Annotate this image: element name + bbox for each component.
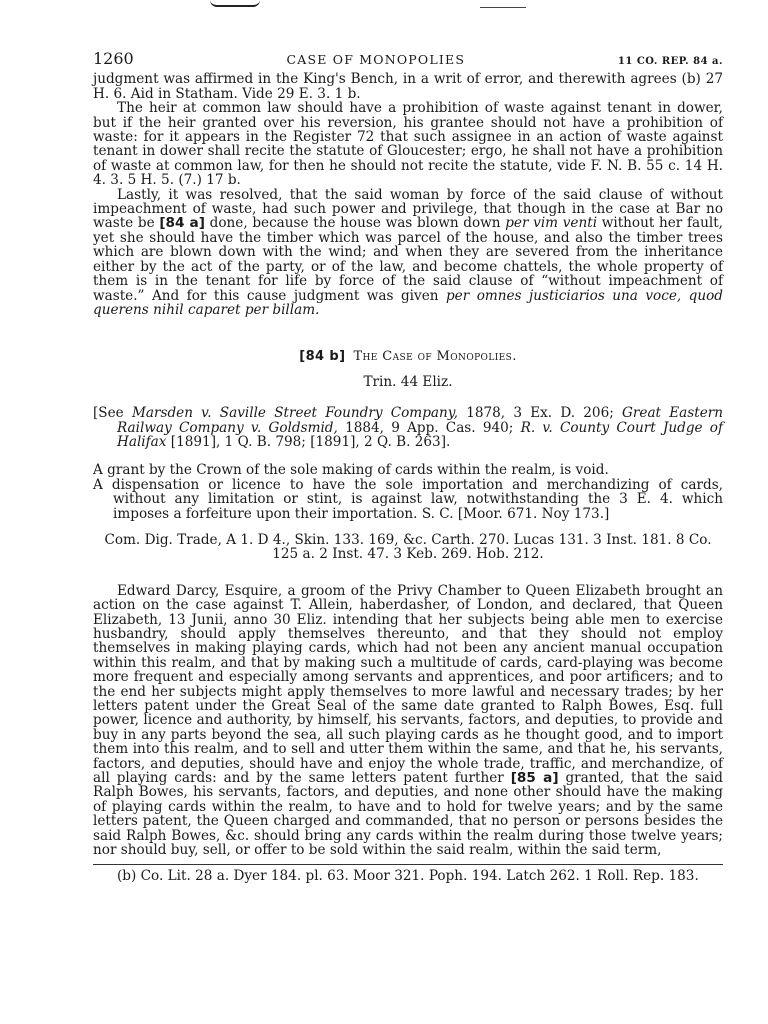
headnotes	[93, 463, 723, 521]
see-note	[93, 406, 723, 449]
page-marker-84b: [84 b]	[299, 349, 346, 365]
lastly-text-c: without her fault, yet she should have the timber which was parcel of the house, and also the timber trees which are blown down with the wind; and when they are severed from the inheritance either by the act of the party, or of the law, and become chattels, the whole property of them is in the tenant for life by force of the said clause of “without impeachment of waste.” And for this cause judgment was given	[93, 215, 724, 304]
page-marker-85a: [85 a]	[510, 770, 559, 787]
report-page	[93, 49, 724, 884]
body-paragraph	[93, 584, 723, 858]
term-line: Trin. 44 Eliz.	[363, 373, 453, 390]
page-marker-84a: [84 a]	[159, 215, 205, 232]
page-number: 1260	[93, 49, 134, 68]
report-reference: 11 CO. REP. 84 a.	[617, 56, 723, 67]
cited-case-3: R. v. County Court Judge of Halifax	[117, 419, 723, 450]
body-text-b: granted, that the said Ralph Bowes, his servants, factors, and deputies, and none other should have the making of playing cards within the realm, to have and to hold for twelve years; and by the same letters patent, the Queen charged and commanded, that no person or persons besides the said Ralph Bowes, &c. should bring any cards within the realm during those twelve years; nor should buy, sell, or offer to be sold within the said realm, within the said term,	[93, 770, 723, 859]
see-open: [See	[93, 405, 124, 422]
headnote-2: A dispensation or licence to have the sole importation and merchandizing of cards, without any limitation or stint, is against law, notwithstanding the 3 E. 4. which imposes a forfeiture upon their importation. S. C. [Moor. 671. Noy 173.]	[93, 476, 723, 522]
heir-paragraph: The heir at common law should have a prohibition of waste against tenant in dower, but if the heir granted over his reversion, his grantee should not have a prohibition of waste: for it appears in the Register 72 that such assignee in an action of waste against tenant in dower shall recite the statute of Gloucester; ergo, he shall not have a prohibition of waste at common law, for then he should not recite the statute, vide F. N. B. 55 c. 14 H. 4. 3. 5 H. 5. (7.) 17 b.	[93, 100, 723, 189]
citation-2: 1884, 9 App. Cas. 940;	[345, 419, 514, 436]
case-heading	[93, 350, 723, 364]
citation-1: 1878, 3 Ex. D. 206;	[466, 405, 614, 422]
cited-case-1: Marsden v. Saville Street Foundry Company,	[131, 405, 458, 422]
running-title: CASE OF MONOPOLIES	[286, 52, 466, 67]
case-title: The Case of Monopolies.	[353, 349, 517, 365]
latin-judgment: per omnes justiciarios una voce, quod querens nihil caparet per billam.	[93, 287, 724, 318]
headnote-1: A grant by the Crown of the sole making of cards within the realm, is void.	[93, 462, 609, 479]
footnote	[93, 869, 723, 883]
scan-artifact-dash	[480, 7, 526, 8]
citation-3: [1891], 1 Q. B. 798; [1891], 2 Q. B. 263].	[170, 433, 451, 450]
continuation-paragraph: judgment was affirmed in the King's Bench, in a writ of error, and therewith agrees (b) 27 H. 6. Aid in Statham. Vide 29 E. 3. 1 b.	[93, 71, 723, 102]
lastly-text-b: done, because the house was blown down	[209, 215, 501, 232]
footnote-text: (b) Co. Lit. 28 a. Dyer 184. pl. 63. Moor 321. Poph. 194. Latch 262. 1 Roll. Rep. 183.	[117, 867, 699, 884]
body-text-a: Edward Darcy, Esquire, a groom of the Privy Chamber to Queen Elizabeth brought an action on the case against T. Allein, haberdasher, of London, and declared, that Queen Elizabeth, 13 Junii, anno 30 Eliz. intending that her subjects being able men to exercise husbandry, should apply themselves thereunto, and that they should not employ themselves in making playing cards, which had not been any ancient manual occupation within this realm, and that by making such a multitude of cards, card-playing was become more frequent and especially among servants and apprentices, and poor artificers; and to the end her subjects might apply themselves to more lawful and necessary trades; by her letters patent under the Great Seal of the same date granted to Ralph Bowes, Esq. full power, licence and authority, by himself, his servants, factors, and deputies, to provide and buy in any parts beyond the sea, all such playing cards as he thought good, and to import them into this realm, and to sell and utter them within the same, and that he, his servants, factors, and deputies, should have and enjoy the whole trade, traffic, and merchandize, of all playing cards: and by the same letters patent further	[93, 582, 723, 787]
latin-phrase: per vim venti	[505, 215, 598, 232]
footnote-divider	[93, 864, 723, 865]
running-head	[93, 49, 723, 69]
cited-case-2: Great Eastern Railway Company v. Goldsmid,	[117, 405, 724, 436]
lastly-text-a: Lastly, it was resolved, that the said woman by force of the said clause of without impeachment of waste, had such power and privilege, that though in the case at Bar no waste be	[93, 186, 723, 232]
lastly-paragraph	[93, 188, 723, 318]
references-line: Com. Dig. Trade, A 1. D 4., Skin. 133. 169, &c. Carth. 270. Lucas 131. 3 Inst. 181. 8 Co. 125 a. 2 Inst. 47. 3 Keb. 269. Hob. 212.	[104, 531, 712, 563]
scan-artifact-top	[200, 0, 290, 10]
